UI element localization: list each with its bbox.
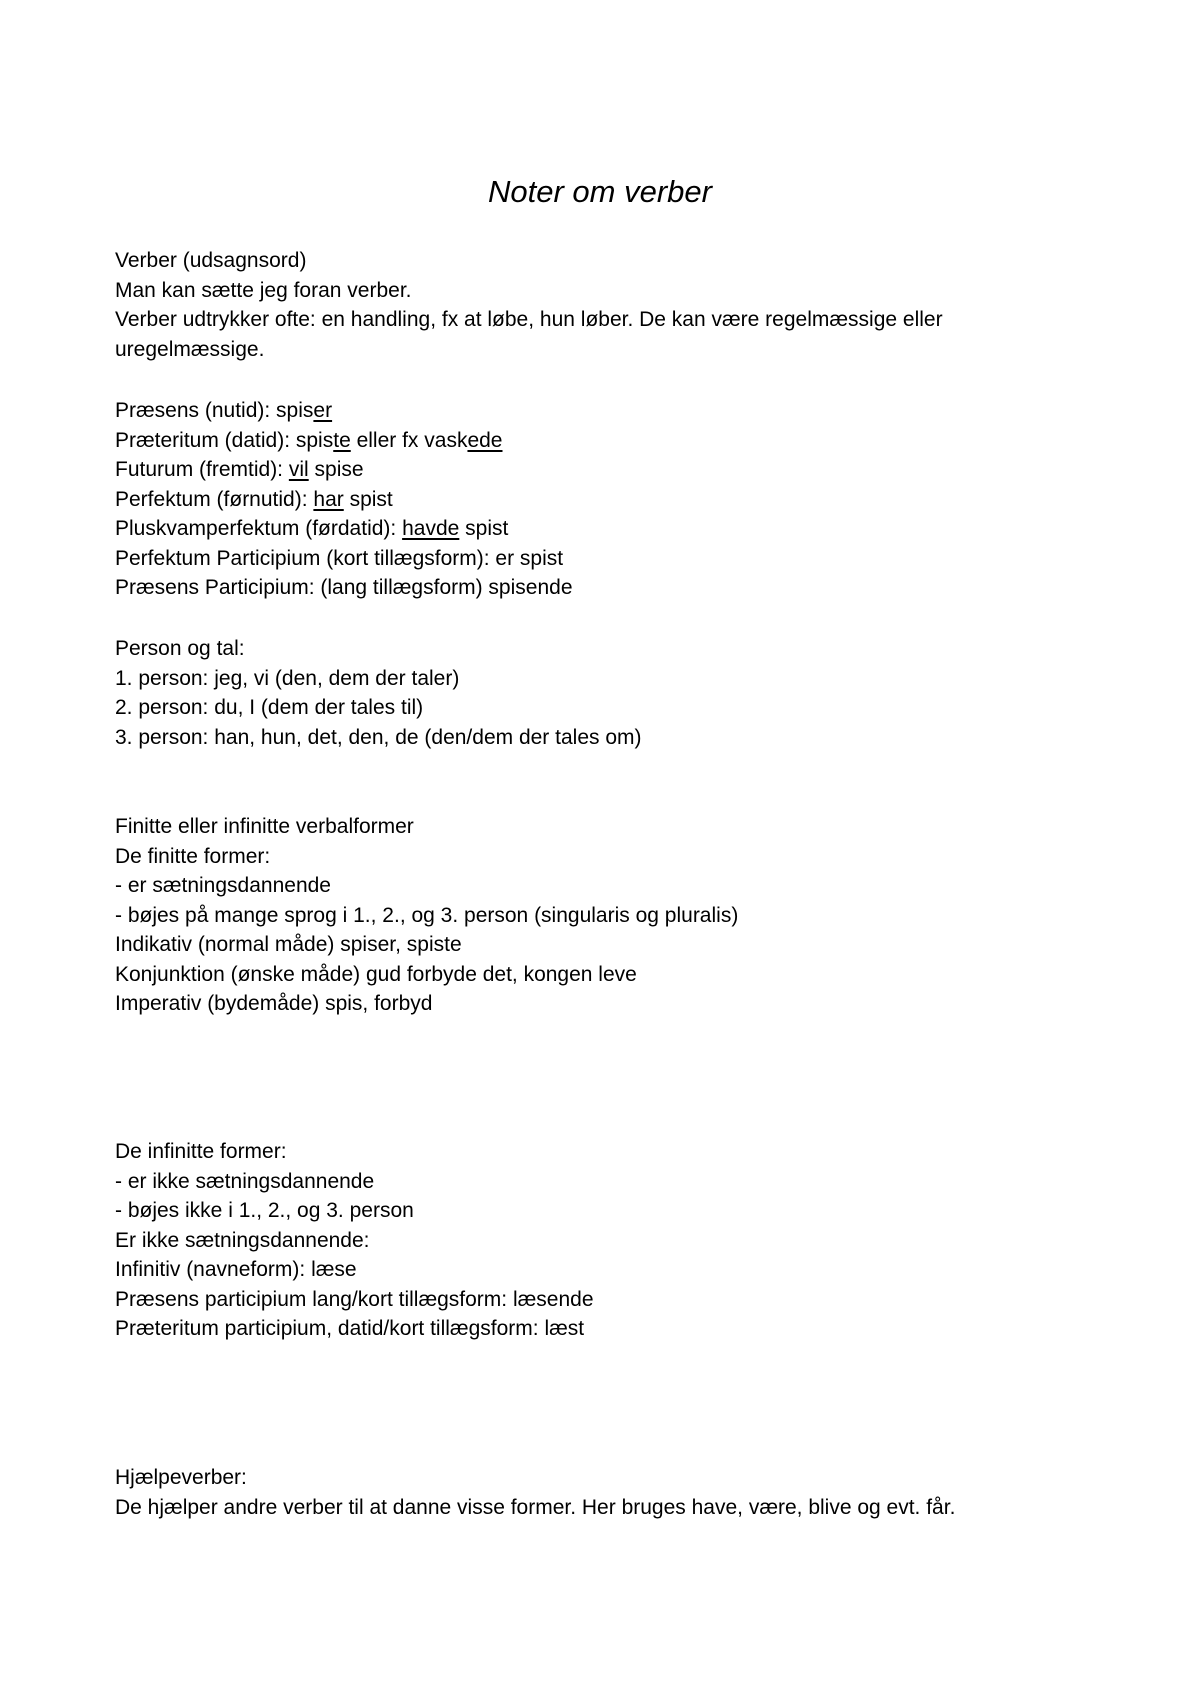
person-section: [115, 634, 1115, 752]
person-item: 2. person: du, I (dem der tales til): [115, 696, 424, 719]
infinite-item: - bøjes ikke i 1., 2., og 3. person: [115, 1199, 414, 1222]
auxiliary-verbs-section: [115, 1463, 1115, 1522]
section-heading: Person og tal:: [115, 637, 245, 660]
intro-section: [115, 246, 1115, 364]
underlined-ending: te: [333, 428, 351, 452]
tense-praesens-participium: Præsens Participium: (lang tillægsform) spisende: [115, 576, 573, 599]
infinite-item: Præteritum participium, datid/kort tillægsform: læst: [115, 1317, 585, 1340]
document-title: Noter om verber: [488, 174, 712, 209]
section-heading: Finitte eller infinitte verbalformer: [115, 815, 414, 838]
finite-item: Konjunktion (ønske måde) gud forbyde det, kongen leve: [115, 962, 637, 986]
tense-praesens: [115, 396, 1115, 426]
infinite-item: - er ikke sætningsdannende: [115, 1169, 375, 1193]
underlined-auxiliary: havde: [402, 517, 460, 540]
tense-text: Præteritum (datid): spis: [115, 428, 334, 452]
tense-perfektum-participium: Perfektum Participium (kort tillægsform): er spist: [115, 546, 564, 570]
intro-line: Man kan sætte jeg foran verber.: [115, 278, 412, 302]
intro-line: uregelmæssige.: [115, 337, 265, 361]
tense-text: Pluskvamperfektum (førdatid):: [115, 517, 403, 540]
underlined-ending: ede: [467, 428, 503, 452]
infinite-forms-section: [115, 1137, 1115, 1344]
infinite-item: Er ikke sætningsdannende:: [115, 1228, 370, 1252]
finite-item: Indikativ (normal måde) spiser, spiste: [115, 933, 462, 956]
tense-text: Futurum (fremtid):: [115, 458, 289, 481]
section-heading: Hjælpeverber:: [115, 1466, 247, 1489]
finite-item: - bøjes på mange sprog i 1., 2., og 3. person (singularis og pluralis): [115, 903, 739, 927]
section-subheading: De finitte former:: [115, 844, 271, 868]
underlined-auxiliary: har: [313, 487, 344, 511]
tense-text: spise: [308, 458, 364, 481]
tense-text: spist: [343, 487, 393, 511]
finite-item: - er sætningsdannende: [115, 874, 331, 897]
tense-futurum: [115, 455, 1115, 485]
auxiliary-text: De hjælper andre verber til at danne visse former. Her bruges have, være, blive og evt. får.: [115, 1495, 956, 1519]
section-heading: De infinitte former:: [115, 1140, 287, 1163]
tense-text: Perfektum (førnutid):: [115, 487, 314, 511]
person-item: 3. person: han, hun, det, den, de (den/dem der tales om): [115, 725, 642, 749]
infinite-item: Infinitiv (navneform): læse: [115, 1258, 357, 1281]
tense-text: Præsens (nutid): spis: [115, 399, 314, 422]
tense-pluskvamperfektum: [115, 514, 1115, 544]
tenses-section: [115, 396, 1115, 603]
underlined-auxiliary: vil: [288, 458, 309, 481]
infinite-item: Præsens participium lang/kort tillægsform: læsende: [115, 1287, 594, 1311]
tense-praeteritum: [115, 426, 1115, 456]
finite-forms-section: [115, 812, 1115, 1019]
tense-text: eller fx vask: [350, 428, 468, 452]
intro-line: Verber (udsagnsord): [115, 249, 307, 272]
tense-text: spist: [459, 517, 509, 540]
finite-item: Imperativ (bydemåde) spis, forbyd: [115, 992, 433, 1015]
tense-perfektum: [115, 485, 1115, 515]
person-item: 1. person: jeg, vi (den, dem der taler): [115, 666, 460, 690]
intro-line: Verber udtrykker ofte: en handling, fx at løbe, hun løber. De kan være regelmæssige eller: [115, 308, 943, 331]
underlined-ending: er: [313, 399, 333, 422]
